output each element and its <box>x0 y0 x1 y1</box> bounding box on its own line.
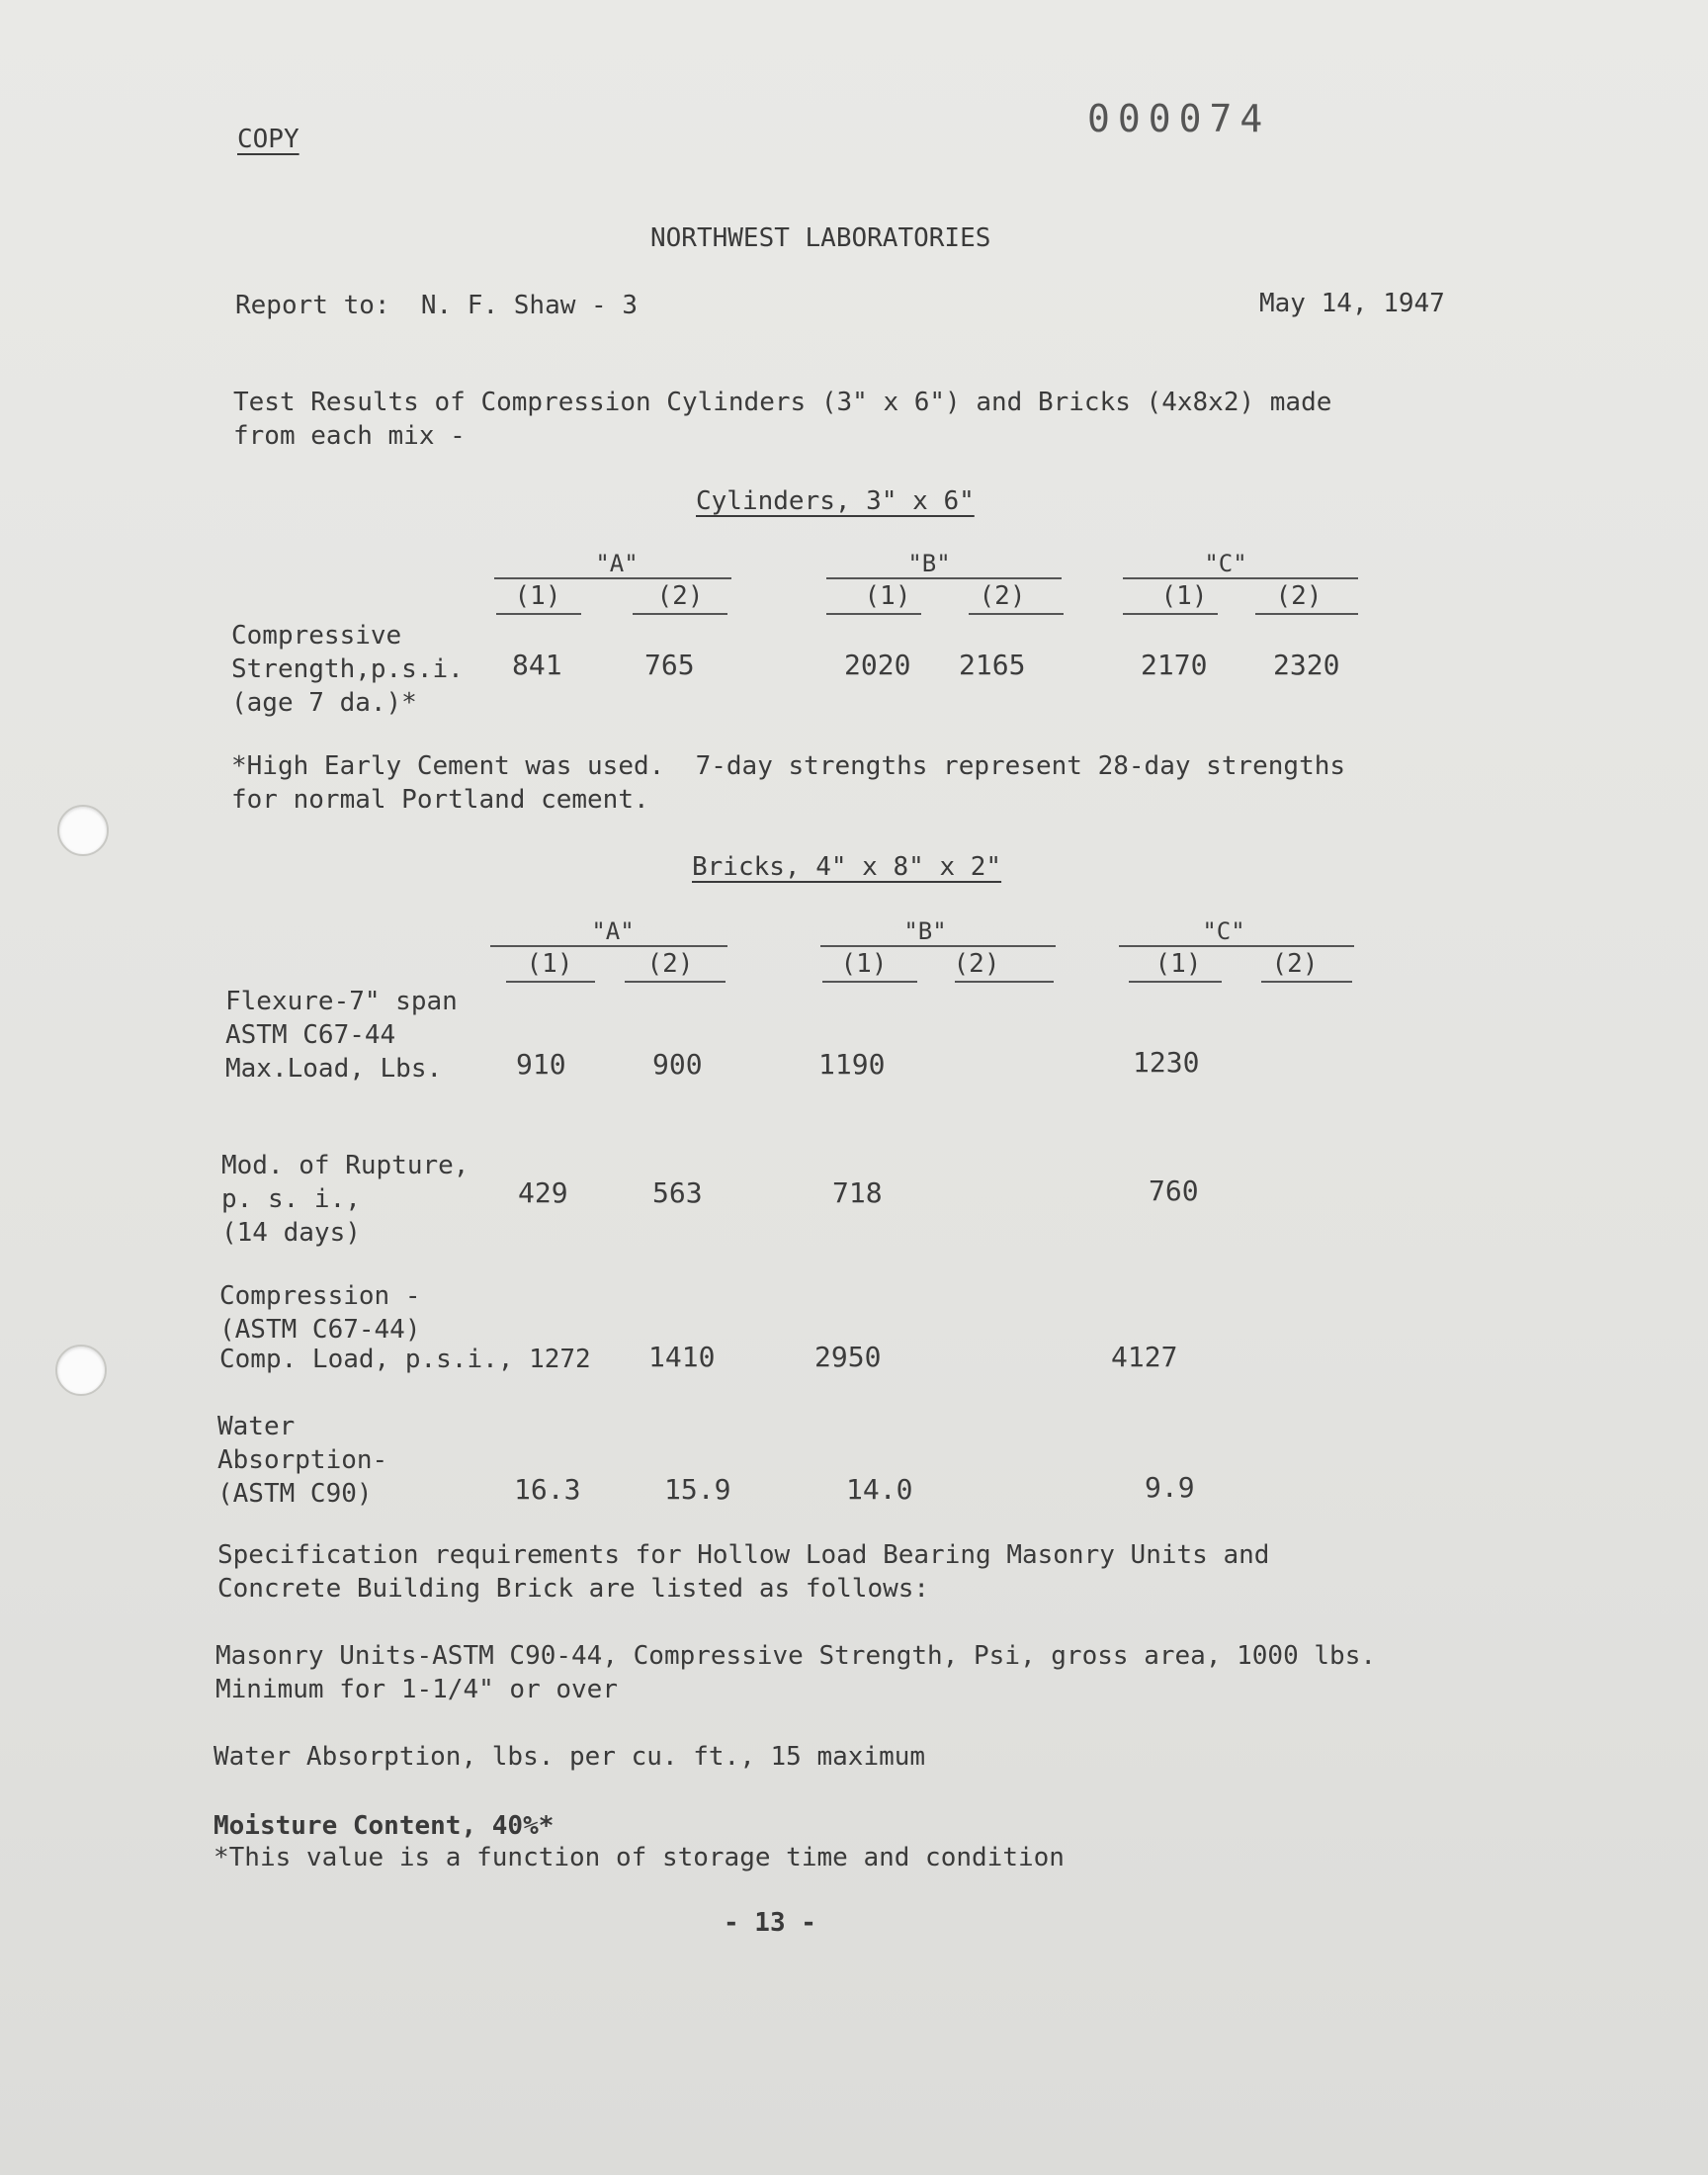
rupture-label-3: (14 days) <box>221 1218 361 1248</box>
cyl-a2-value: 765 <box>644 649 695 681</box>
brick-c-sub-1: (1) <box>1154 949 1202 979</box>
cyl-a-sub-1: (1) <box>514 581 561 611</box>
brick-a-sub-2: (2) <box>646 949 694 979</box>
water-spec: Water Absorption, lbs. per cu. ft., 15 maximum <box>214 1742 926 1772</box>
cyl-group-b-rule <box>826 577 1062 579</box>
cylinders-title: Cylinders, 3" x 6" <box>696 486 975 516</box>
cyl-row-label-1: Compressive <box>231 621 402 651</box>
compression-b1-value: 2950 <box>814 1341 882 1373</box>
flexure-a1-value: 910 <box>516 1048 566 1081</box>
brick-b-sub-2: (2) <box>953 949 1000 979</box>
bricks-title: Bricks, 4" x 8" x 2" <box>692 852 1002 882</box>
page-number: - 13 - <box>724 1908 816 1938</box>
water-a2-value: 15.9 <box>664 1473 731 1506</box>
cyl-a2-rule <box>633 613 727 615</box>
masonry-line-2: Minimum for 1-1/4" or over <box>215 1675 618 1704</box>
brick-group-c-rule <box>1119 945 1354 947</box>
cyl-a-sub-2: (2) <box>656 581 704 611</box>
brick-group-b-rule <box>820 945 1056 947</box>
rupture-label-2: p. s. i., <box>221 1184 361 1214</box>
cyl-a1-rule <box>496 613 581 615</box>
cyl-c-sub-1: (1) <box>1160 581 1208 611</box>
cyl-group-a: "A" <box>595 550 639 577</box>
cyl-c2-value: 2320 <box>1273 649 1340 681</box>
note-line-2: for normal Portland cement. <box>231 785 649 815</box>
brick-a1-rule <box>506 981 595 983</box>
flexure-b1-value: 1190 <box>818 1048 886 1081</box>
cyl-b2-value: 2165 <box>959 649 1026 681</box>
flexure-label-1: Flexure-7" span <box>225 987 458 1016</box>
water-c1-value: 9.9 <box>1145 1471 1195 1504</box>
moisture-line-2: *This value is a function of storage time and condition <box>214 1843 1065 1872</box>
cyl-c1-value: 2170 <box>1141 649 1208 681</box>
flexure-c1-value: 1230 <box>1133 1046 1200 1079</box>
rupture-b1-value: 718 <box>832 1176 883 1209</box>
brick-group-a: "A" <box>591 917 635 945</box>
brick-group-b: "B" <box>903 917 947 945</box>
cyl-b2-rule <box>969 613 1064 615</box>
brick-b1-rule <box>822 981 917 983</box>
cyl-group-a-rule <box>494 577 731 579</box>
brick-a2-rule <box>625 981 726 983</box>
cyl-c1-rule <box>1123 613 1218 615</box>
flexure-a2-value: 900 <box>652 1048 703 1081</box>
rupture-a2-value: 563 <box>652 1176 703 1209</box>
note-line-1: *High Early Cement was used. 7-day strengths represent 28-day strengths <box>231 751 1346 781</box>
cyl-row-label-2: Strength,p.s.i. <box>231 654 464 684</box>
cyl-b-sub-2: (2) <box>979 581 1026 611</box>
spec-line-1: Specification requirements for Hollow Load Bearing Masonry Units and <box>217 1540 1270 1570</box>
brick-group-c: "C" <box>1202 917 1245 945</box>
water-label-1: Water <box>217 1412 296 1441</box>
cyl-group-b: "B" <box>907 550 951 577</box>
cyl-row-label-3: (age 7 da.)* <box>231 688 417 718</box>
punch-hole-bottom <box>55 1345 107 1396</box>
brick-c-sub-2: (2) <box>1271 949 1319 979</box>
rupture-a1-value: 429 <box>518 1176 568 1209</box>
masonry-line-1: Masonry Units-ASTM C90-44, Compressive Strength, Psi, gross area, 1000 lbs. <box>215 1641 1376 1671</box>
compression-c1-value: 4127 <box>1111 1341 1178 1373</box>
intro-line-2: from each mix - <box>233 421 466 451</box>
brick-group-a-rule <box>490 945 727 947</box>
copy-label: COPY <box>237 125 299 154</box>
punch-hole-top <box>57 805 109 856</box>
cyl-a1-value: 841 <box>512 649 562 681</box>
spec-line-2: Concrete Building Brick are listed as follows: <box>217 1574 930 1604</box>
brick-a-sub-1: (1) <box>526 949 573 979</box>
cyl-c2-rule <box>1255 613 1358 615</box>
compression-label-2: (ASTM C67-44) <box>219 1315 421 1345</box>
rupture-label-1: Mod. of Rupture, <box>221 1151 470 1180</box>
brick-c1-rule <box>1129 981 1222 983</box>
brick-c2-rule <box>1261 981 1352 983</box>
compression-a2-value: 1410 <box>648 1341 716 1373</box>
flexure-label-3: Max.Load, Lbs. <box>225 1054 443 1084</box>
water-a1-value: 16.3 <box>514 1473 581 1506</box>
water-label-2: Absorption- <box>217 1445 388 1475</box>
cyl-c-sub-2: (2) <box>1275 581 1323 611</box>
document-number: 000074 <box>1087 97 1271 140</box>
intro-line-1: Test Results of Compression Cylinders (3" x 6") and Bricks (4x8x2) made <box>233 388 1332 417</box>
rupture-c1-value: 760 <box>1149 1174 1199 1207</box>
water-label-3: (ASTM C90) <box>217 1479 373 1509</box>
flexure-label-2: ASTM C67-44 <box>225 1020 396 1050</box>
water-b1-value: 14.0 <box>846 1473 913 1506</box>
cyl-b-sub-1: (1) <box>864 581 911 611</box>
cyl-b1-rule <box>826 613 921 615</box>
report-to: Report to: N. F. Shaw - 3 <box>235 291 638 320</box>
compression-label-3: Comp. Load, p.s.i., 1272 <box>219 1345 591 1374</box>
cyl-group-c-rule <box>1123 577 1358 579</box>
cyl-b1-value: 2020 <box>844 649 911 681</box>
cyl-group-c: "C" <box>1204 550 1247 577</box>
moisture-line-1: Moisture Content, 40%* <box>214 1811 555 1841</box>
compression-label-1: Compression - <box>219 1281 421 1311</box>
report-date: May 14, 1947 <box>1259 289 1445 318</box>
brick-b-sub-1: (1) <box>840 949 888 979</box>
lab-name: NORTHWEST LABORATORIES <box>650 223 991 253</box>
brick-b2-rule <box>955 981 1054 983</box>
